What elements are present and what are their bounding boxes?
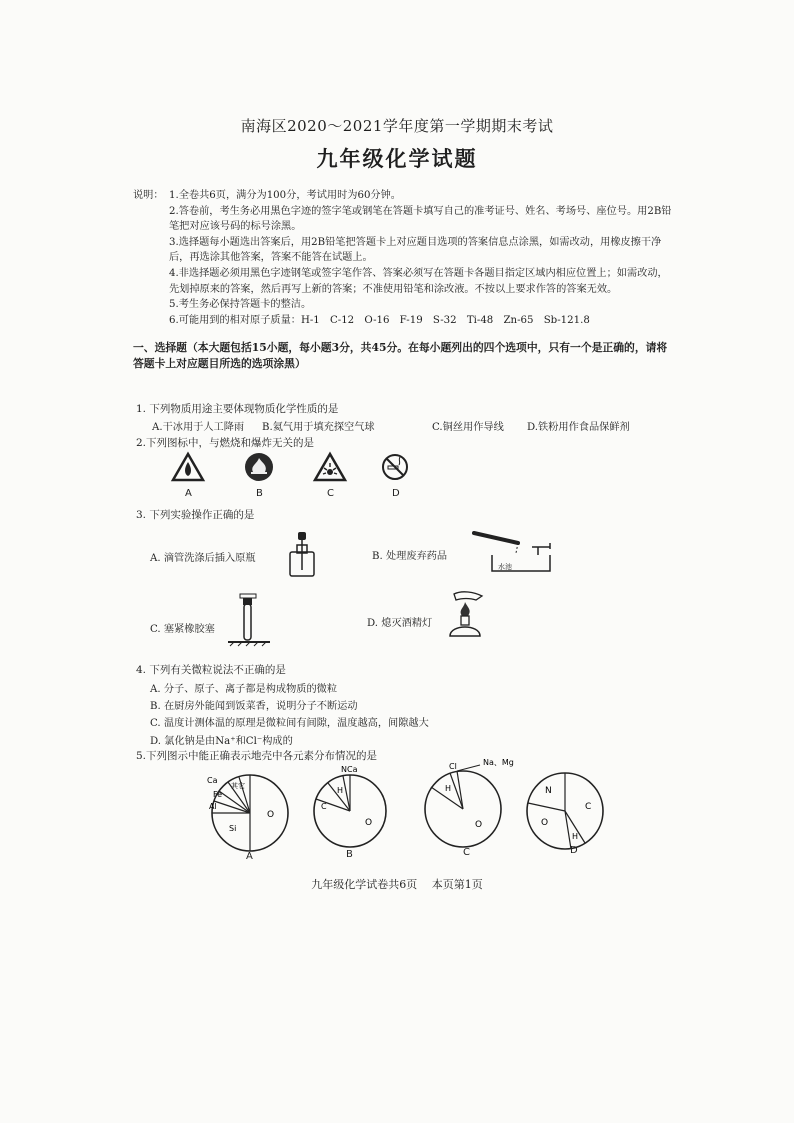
question-3-option-b: B. 处理废弃药品: [372, 551, 448, 562]
pie-a-label: Si: [229, 824, 237, 833]
question-5-stem: 5.下列图示中能正确表示地壳中各元素分布情况的是: [136, 750, 378, 762]
pie-a-label: Al: [209, 802, 217, 811]
instruction-item: 3.选择题每小题选出答案后，用2B铅笔把答题卡上对应题目选项的答案信息点涂黑，如需改动，用橡皮擦干净后，再选涂其他答案，答案不能答在试题上。: [169, 236, 662, 264]
pie-b-label: O: [365, 818, 373, 828]
question-1-stem: 1. 下列物质用途主要体现物质化学性质的是: [136, 403, 339, 415]
pie-chart-b: [314, 765, 386, 847]
question-1-option-b: B.氦气用于填充探空气球: [262, 422, 375, 433]
question-5-label-a: A: [246, 851, 253, 862]
flammable-icon: [173, 454, 203, 480]
pie-a-label: O: [267, 810, 275, 820]
pie-a-label: Fe: [213, 790, 223, 799]
question-1-option-d: D.铁粉用作食品保鲜剂: [527, 422, 630, 433]
instructions-lead: 说明：: [133, 190, 164, 201]
question-4-option-a: A. 分子、原子、离子都是构成物质的微粒: [150, 684, 338, 695]
pie-b-label: H: [337, 786, 344, 795]
question-2-label-d: D: [392, 488, 400, 499]
page-footer: 九年级化学试卷共6页 本页第1页: [311, 878, 483, 891]
question-3-option-c: C. 塞紧橡胶塞: [150, 624, 215, 635]
pie-a-label: 其它: [231, 782, 245, 790]
explosive-icon: [315, 454, 345, 480]
exam-subtitle: 九年级化学试题: [316, 146, 478, 171]
question-5-label-b: B: [346, 849, 353, 860]
instructions: [133, 188, 673, 328]
pie-d-label: H: [572, 832, 579, 841]
pie-chart-d: [527, 773, 603, 849]
pie-a-label: Ca: [207, 776, 218, 785]
waste-disposal-figure: [470, 525, 560, 575]
question-5-label-d: D: [570, 845, 578, 856]
pie-charts: [195, 755, 615, 860]
question-2-label-a: A: [185, 488, 192, 499]
question-5-label-c: C: [463, 847, 470, 858]
pie-chart-c: [425, 758, 514, 847]
fire-circle-icon: [245, 453, 273, 481]
pie-chart-a: [207, 775, 288, 851]
question-2-stem: 2.下列图标中，与燃烧和爆炸无关的是: [136, 437, 315, 449]
question-2-label-b: B: [256, 488, 263, 499]
pie-c-label: Na、Mg: [483, 758, 514, 767]
question-1-option-a: A.干冰用于人工降雨: [152, 422, 245, 433]
pie-b-label: C: [321, 802, 327, 811]
pie-c-label: O: [475, 820, 483, 830]
question-4-option-b: B. 在厨房外能闻到饭菜香，说明分子不断运动: [150, 701, 358, 712]
pie-c-label: Cl: [449, 762, 457, 771]
question-1-option-c: C.铜丝用作导线: [432, 422, 504, 433]
instruction-item: 6.可能用到的相对原子质量：H-1 C-12 O-16 F-19 S-32 Ti-48 Zn-65 Sb-121.8: [169, 314, 590, 326]
question-4-stem: 4. 下列有关微粒说法不正确的是: [136, 664, 286, 676]
dropper-bottle-figure: [282, 530, 322, 580]
instruction-item: 4.非选择题必须用黑色字迹钢笔或签字笔作答、答案必须写在答题卡各题目指定区域内相应位置上；如需改动，先划掉原来的答案，然后再写上新的答案；不准使用铅笔和涂改液。不按以上要求作答的答案无效。: [169, 267, 668, 295]
pie-d-label: N: [545, 786, 552, 796]
pie-d-label: O: [541, 818, 549, 828]
exam-title: 南海区2020～2021学年度第一学期期末考试: [240, 117, 554, 135]
pie-b-label: NCa: [341, 765, 358, 774]
stopper-tube-figure: [226, 590, 272, 650]
sink-label: 水池: [498, 563, 512, 571]
pie-d-label: C: [585, 802, 592, 812]
question-4-option-c: C. 温度计测体温的原理是微粒间有间隙，温度越高，间隙越大: [150, 718, 429, 729]
instruction-item: 1.全卷共6页，满分为100分，考试用时为60分钟。: [169, 190, 401, 201]
question-3-option-a: A. 滴管洗涤后插入原瓶: [150, 553, 256, 564]
prohibition-icon: [383, 455, 407, 479]
question-2-label-c: C: [327, 488, 334, 499]
alcohol-lamp-figure: [440, 588, 492, 643]
section-heading: 一、选择题（本大题包括15小题，每小题3分，共45分。在每小题列出的四个选项中，只有一个是正确的，请将答题卡上对应题目所选的选项涂黑）: [133, 341, 668, 370]
question-4-option-d: D. 氯化钠是由Na⁺和Cl⁻构成的: [150, 736, 293, 747]
pie-c-label: H: [445, 784, 452, 793]
question-3-option-d: D. 熄灭酒精灯: [367, 618, 433, 629]
instruction-item: 2.答卷前，考生务必用黑色字迹的签字笔或钢笔在答题卡填写自己的准考证号、姓名、考场号、座位号。用2B铅笔把对应该号码的标号涂黑。: [169, 205, 672, 233]
instruction-item: 5.考生务必保持答题卡的整洁。: [169, 299, 312, 311]
hazard-icons: [170, 450, 420, 500]
question-3-stem: 3. 下列实验操作正确的是: [136, 509, 255, 521]
